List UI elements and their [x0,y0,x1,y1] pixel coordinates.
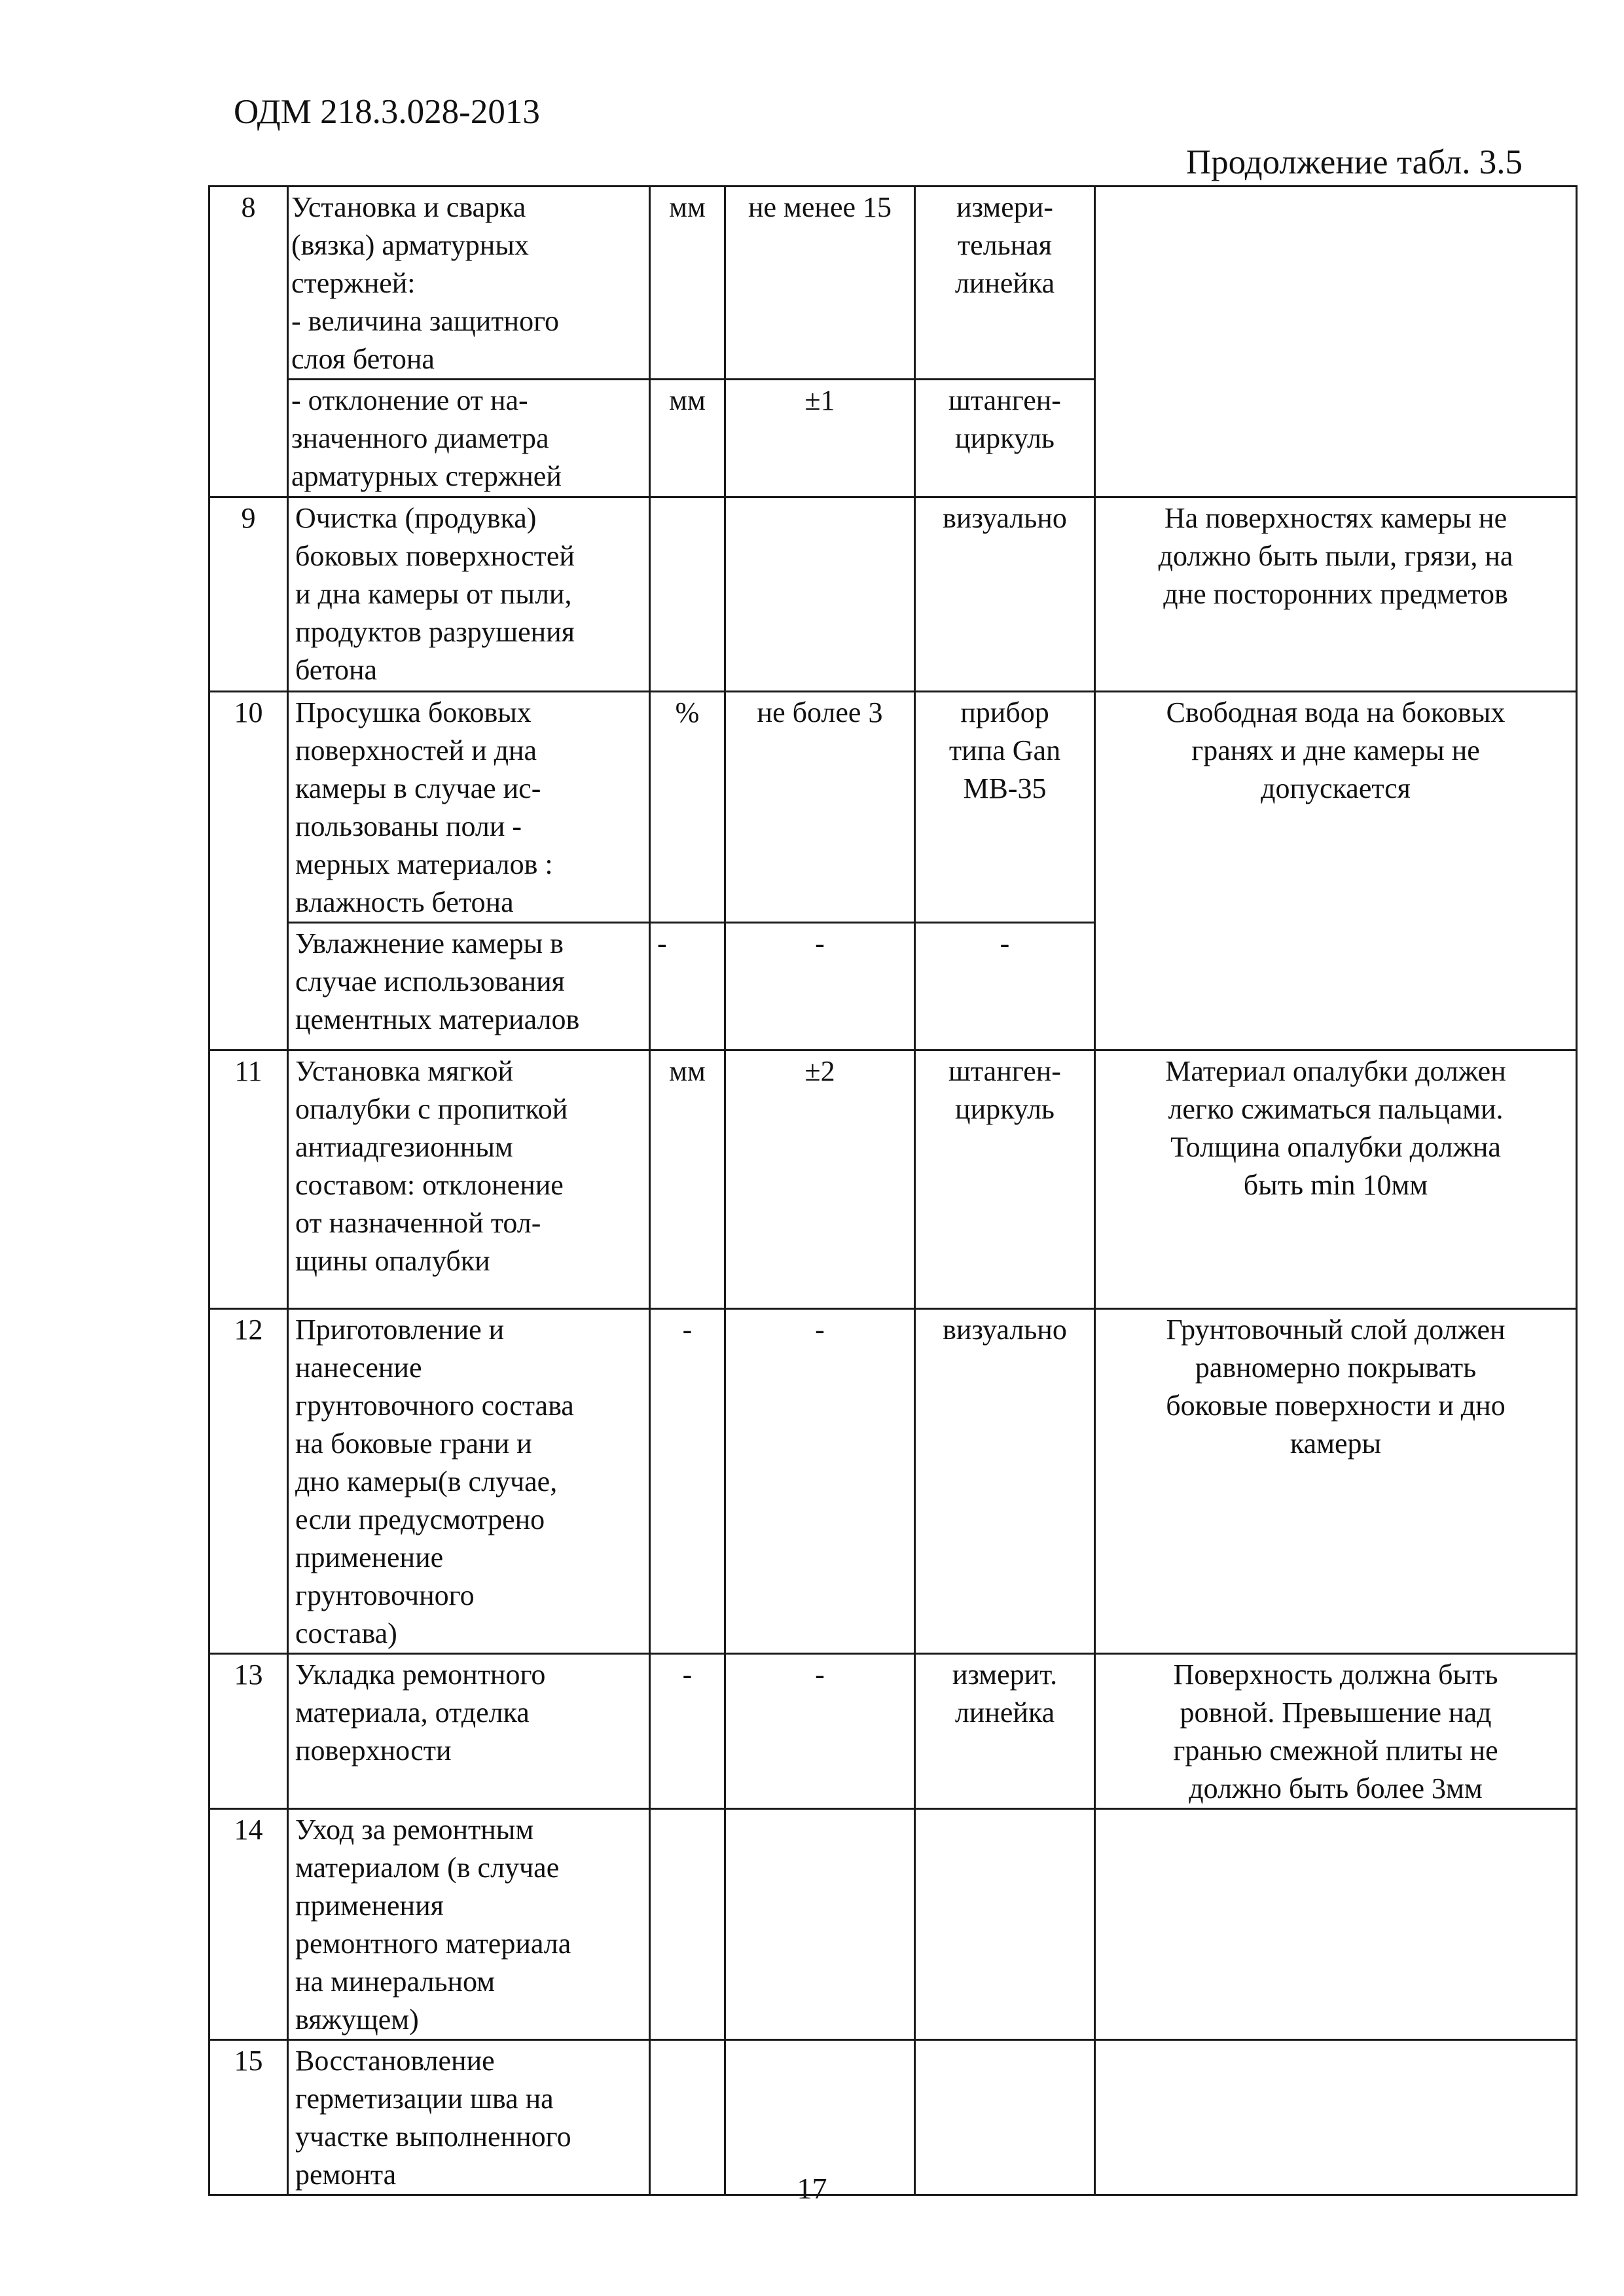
work-description: Приготовление и нанесение грунтовочного состава на боковые грани и дно камеры(в случае, если предусмотрено применение грунтовочного состава) [288,1309,650,1654]
control-tool: визуально [915,497,1095,692]
tolerance-value: - [725,1654,915,1809]
control-tool: прибор типа Gan MB-35 [915,692,1095,923]
requirement-note [1095,2040,1577,2195]
table-row-9 [209,497,1577,692]
control-tool: измерит. линейка [915,1654,1095,1809]
tolerance-value: - [725,923,915,1050]
table-row-10 [209,692,1577,923]
table-row-15 [209,2040,1577,2195]
work-description: - отклонение от на- значенного диаметра арматурных стержней [288,380,650,497]
table-row-11 [209,1050,1577,1309]
table-row-14 [209,1809,1577,2040]
requirement-note [1095,187,1577,497]
work-description: Восстановление герметизации шва на участке выполненного ремонта [288,2040,650,2195]
control-tool: измери- тельная линейка [915,187,1095,380]
unit-cell [650,2040,725,2195]
work-description: Просушка боковых поверхностей и дна камеры в случае ис- пользованы поли - мерных материалов : влажность бетона [288,692,650,923]
page-number: 17 [797,2172,827,2205]
table-continuation-label: Продолжение табл. 3.5 [1185,143,1523,181]
row-number: 8 [209,187,288,497]
document-code: ОДМ 218.3.028-2013 [234,93,540,131]
row-number: 10 [209,692,288,1050]
unit-cell: % [650,692,725,923]
control-tool: штанген- циркуль [915,1050,1095,1309]
control-tool [915,2040,1095,2195]
control-tool [915,1809,1095,2040]
work-description: Установка мягкой опалубки с пропиткой антиадгезионным составом: отклонение от назначенной тол- щины опалубки [288,1050,650,1309]
tolerance-value: - [725,1309,915,1654]
requirement-note [1095,1809,1577,2040]
unit-cell [650,1809,725,2040]
row-number: 13 [209,1654,288,1809]
table-row-13 [209,1654,1577,1809]
inspection-table [208,185,1578,2196]
table-row-8 [209,187,1577,380]
row-number: 12 [209,1309,288,1654]
requirement-note: На поверхностях камеры не должно быть пыли, грязи, на дне посторонних предметов [1095,497,1577,692]
unit-cell: - [650,923,725,1050]
tolerance-value: не менее 15 [725,187,915,380]
unit-cell: мм [650,1050,725,1309]
work-description: Установка и сварка (вязка) арматурных стержней: - величина защитного слоя бетона [288,187,650,380]
unit-cell: - [650,1309,725,1654]
tolerance-value: не более 3 [725,692,915,923]
control-tool: - [915,923,1095,1050]
row-number: 11 [209,1050,288,1309]
unit-cell: мм [650,187,725,380]
work-description: Очистка (продувка) боковых поверхностей и дна камеры от пыли, продуктов разрушения бетона [288,497,650,692]
row-number: 9 [209,497,288,692]
unit-cell: мм [650,380,725,497]
requirement-note: Свободная вода на боковых гранях и дне камеры не допускается [1095,692,1577,1050]
requirement-note: Материал опалубки должен легко сжиматься пальцами. Толщина опалубки должна быть min 10мм [1095,1050,1577,1309]
work-description: Укладка ремонтного материала, отделка поверхности [288,1654,650,1809]
table-row-12 [209,1309,1577,1654]
unit-cell [650,497,725,692]
tolerance-value: ±2 [725,1050,915,1309]
requirement-note: Грунтовочный слой должен равномерно покрывать боковые поверхности и дно камеры [1095,1309,1577,1654]
row-number: 15 [209,2040,288,2195]
requirement-note: Поверхность должна быть ровной. Превышение над гранью смежной плиты не должно быть более 3мм [1095,1654,1577,1809]
control-tool: визуально [915,1309,1095,1654]
control-tool: штанген- циркуль [915,380,1095,497]
unit-cell: - [650,1654,725,1809]
tolerance-value: ±1 [725,380,915,497]
row-number: 14 [209,1809,288,2040]
tolerance-value [725,497,915,692]
tolerance-value [725,1809,915,2040]
work-description: Увлажнение камеры в случае использования цементных материалов [288,923,650,1050]
work-description: Уход за ремонтным материалом (в случае применения ремонтного материала на минеральном вяжущем) [288,1809,650,2040]
